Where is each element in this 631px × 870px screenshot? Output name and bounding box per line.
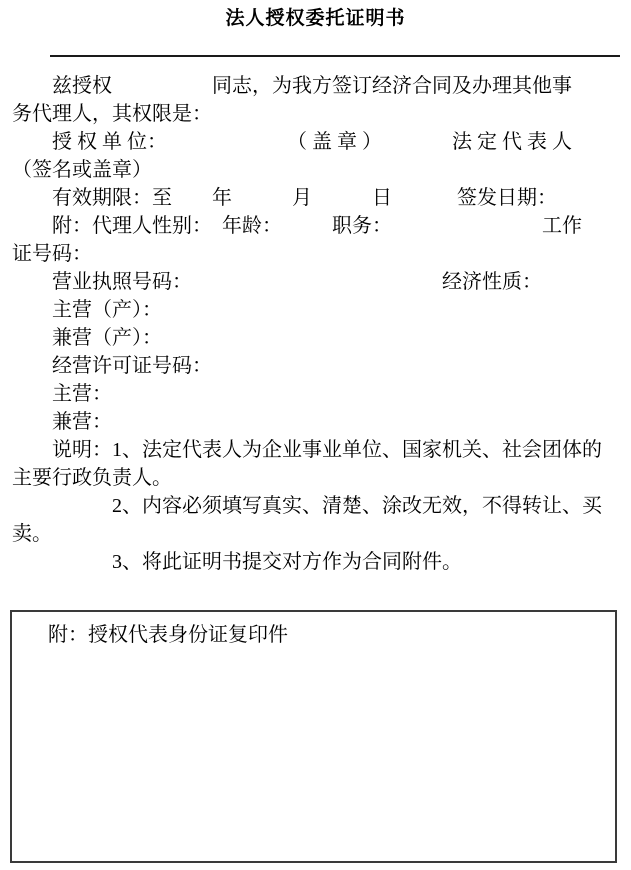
document-title: 法人授权委托证明书	[225, 8, 406, 29]
body-line: 主营：	[12, 383, 112, 405]
body-line: 3、将此证明书提交对方作为合同附件。	[12, 551, 462, 573]
body-line: 附：代理人性别： 年龄： 职务： 工作	[12, 215, 582, 237]
body-line: 有效期限：至 年 月 日 签发日期：	[12, 187, 557, 209]
body-line: 主要行政负责人。	[12, 467, 172, 489]
document-body	[12, 72, 625, 576]
body-line: 主营（产）：	[12, 299, 162, 321]
divider-line	[50, 55, 620, 57]
body-line: 兼营（产）：	[12, 327, 162, 349]
body-line: 务代理人，其权限是：	[12, 103, 212, 125]
attachment-box	[10, 610, 617, 863]
body-line: （签名或盖章）	[12, 159, 152, 181]
body-line: 2、内容必须填写真实、清楚、涂改无效，不得转让、买	[12, 495, 602, 517]
body-line: 经营许可证号码：	[12, 355, 212, 377]
attachment-box-label: 附：授权代表身份证复印件	[48, 624, 288, 646]
body-line: 说明：1、法定代表人为企业事业单位、国家机关、社会团体的	[12, 439, 602, 461]
body-line: 兼营：	[12, 411, 112, 433]
body-line: 证号码：	[12, 243, 92, 265]
body-line: 营业执照号码： 经济性质：	[12, 271, 542, 293]
body-line: 授 权 单 位： （ 盖 章 ） 法 定 代 表 人	[12, 131, 572, 153]
body-line: 卖。	[12, 523, 52, 545]
body-line: 兹授权 同志，为我方签订经济合同及办理其他事	[12, 75, 572, 97]
